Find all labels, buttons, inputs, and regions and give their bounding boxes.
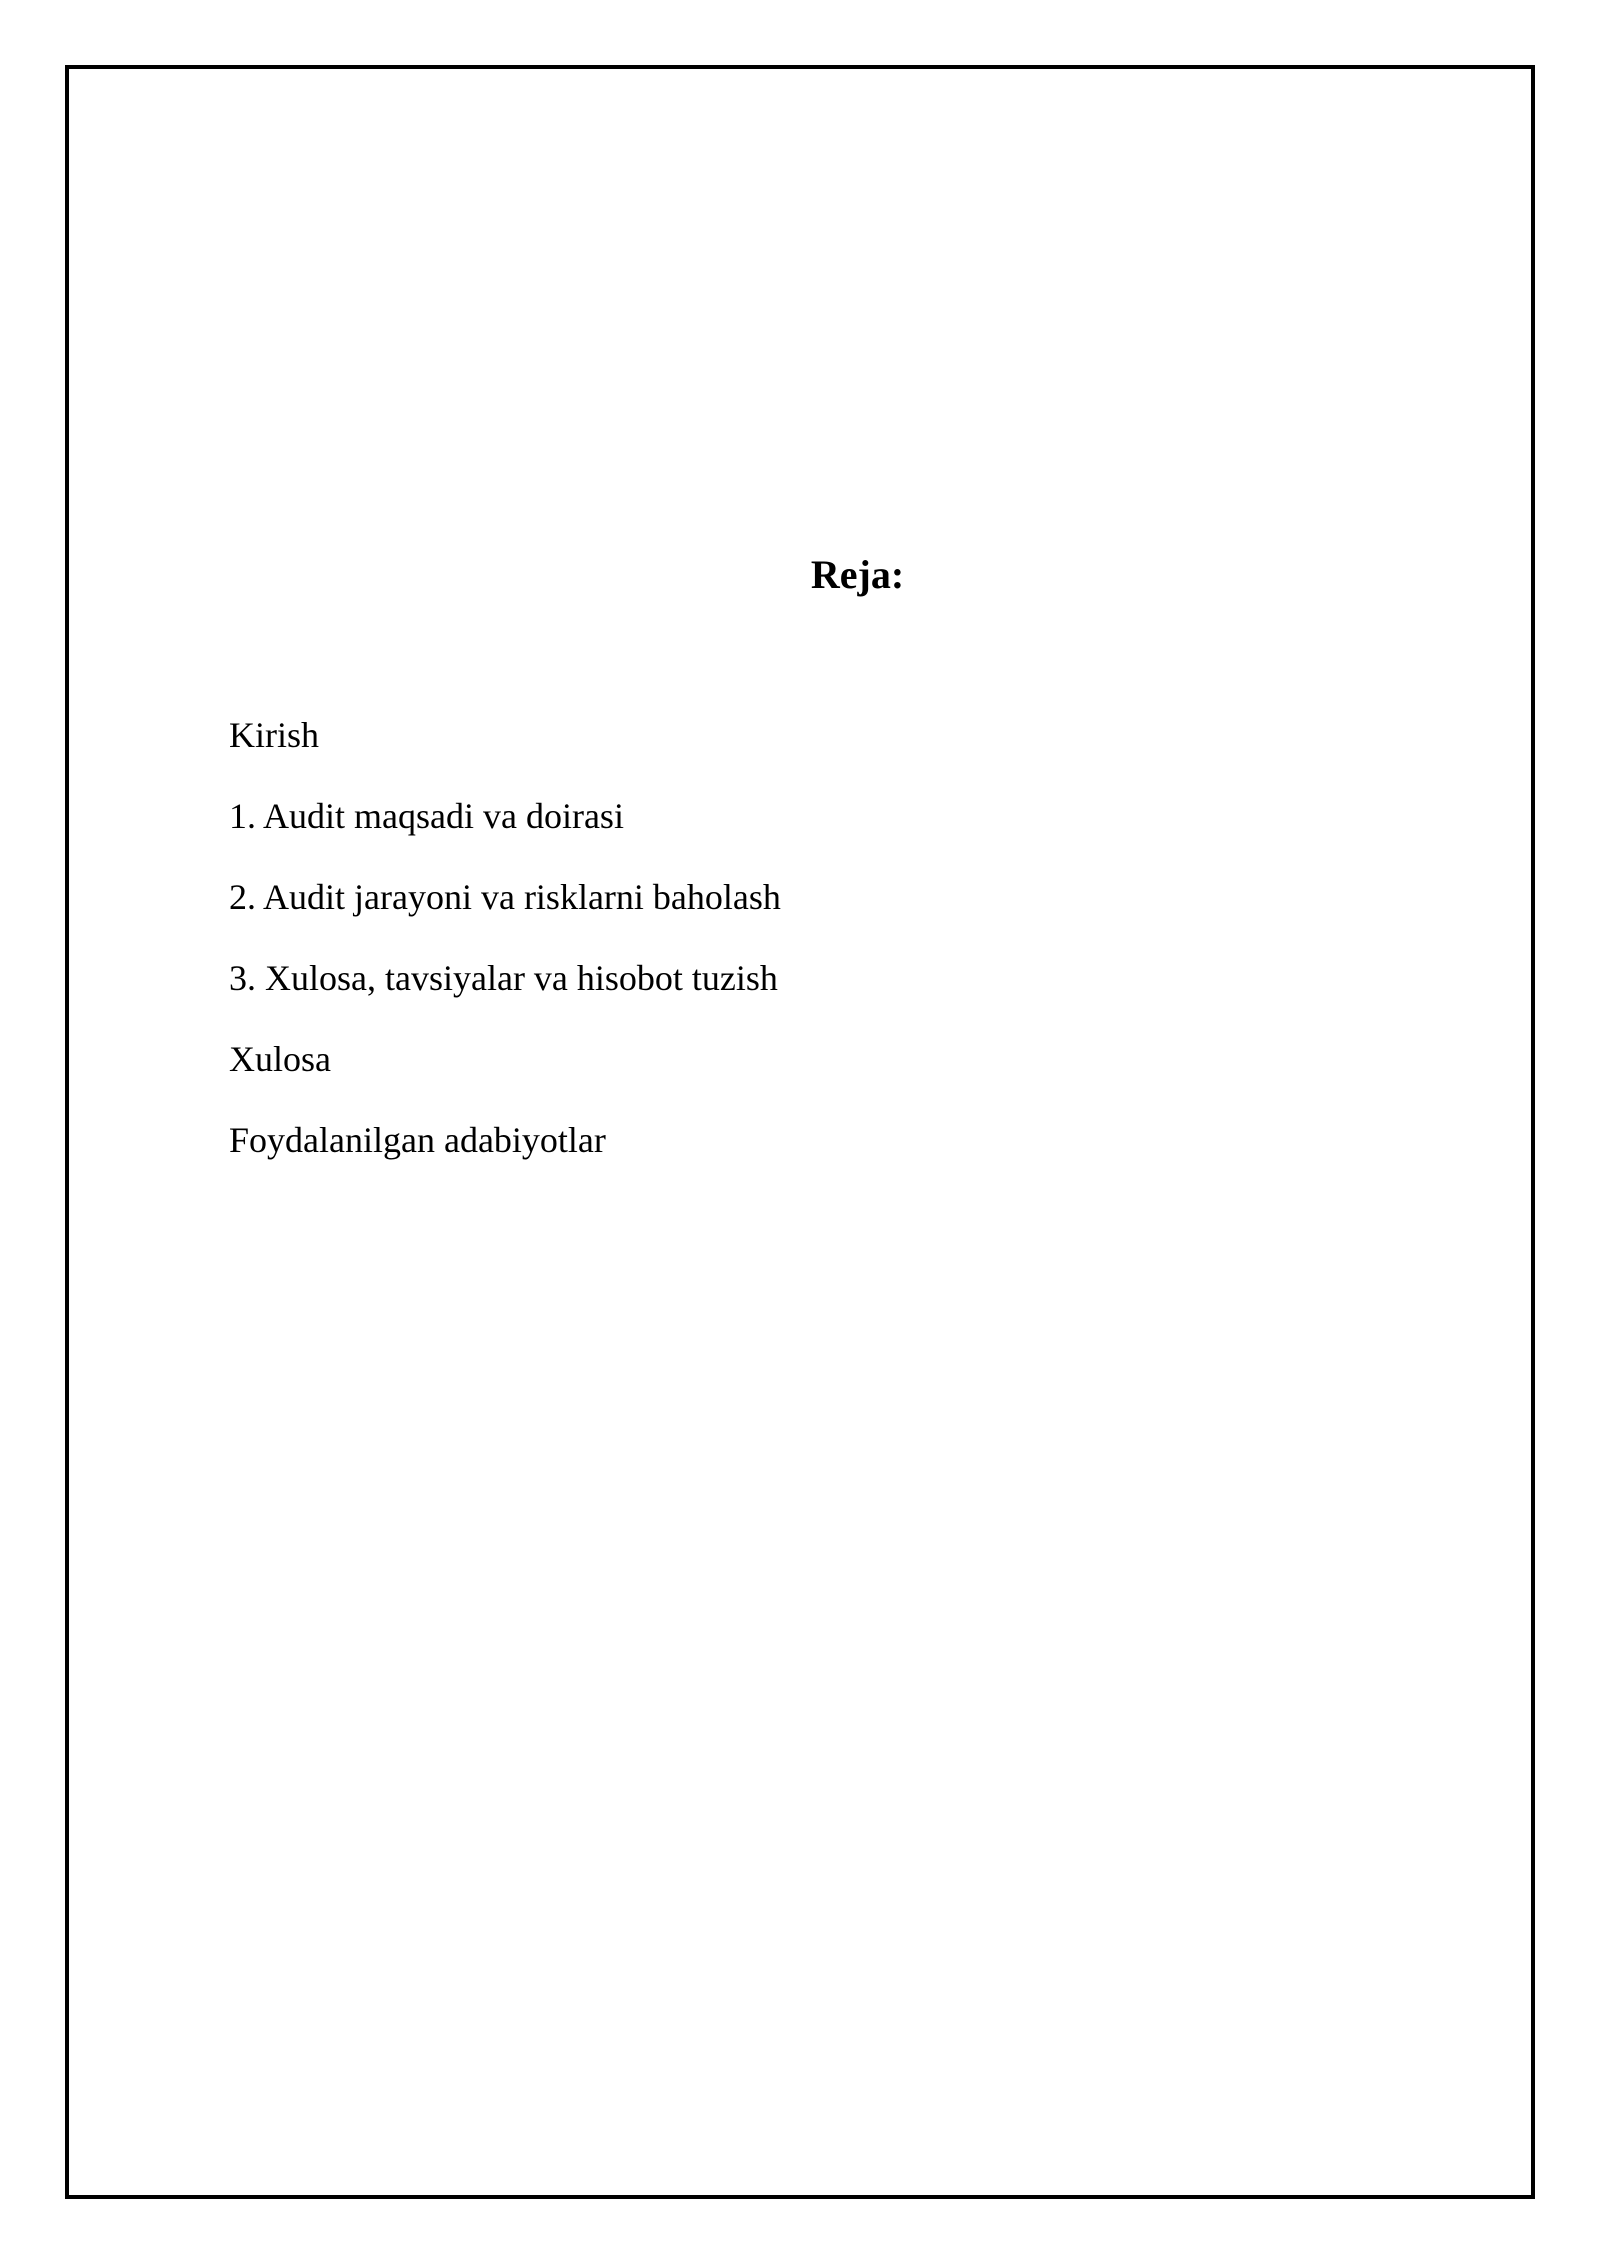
plan-item-conclusion: Xulosa [229,1039,331,1079]
plan-title: Reja: [810,552,905,597]
plan-item-intro: Kirish [229,715,319,755]
plan-item-references: Foydalanilgan adabiyotlar [229,1120,606,1160]
plan-list [229,695,781,1181]
plan-item-1: 1. Audit maqsadi va doirasi [229,796,624,836]
plan-item-2: 2. Audit jarayoni va risklarni baholash [229,877,781,917]
plan-item-3: 3. Xulosa, tavsiyalar va hisobot tuzish [229,958,778,998]
